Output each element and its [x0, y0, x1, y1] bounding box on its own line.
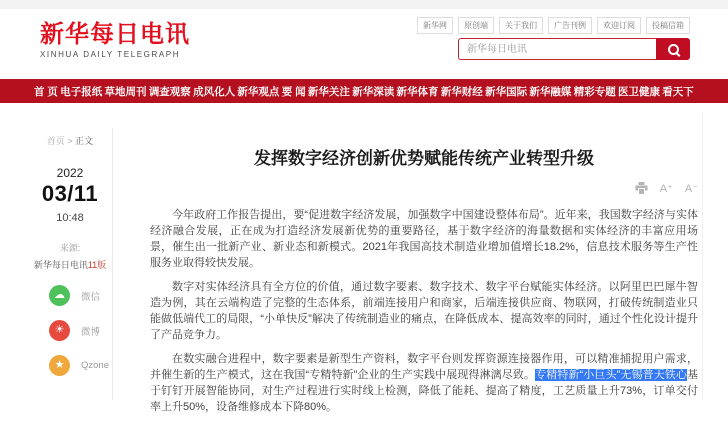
weibo-icon: ☀ [49, 320, 70, 341]
content-right-edge [702, 112, 703, 400]
source-label: 来源: [59, 243, 81, 253]
font-decrease-button[interactable]: A⁻ [684, 182, 698, 195]
magnifier-icon [668, 44, 679, 55]
share-label: 微信 [81, 291, 101, 303]
article-paragraph-1: 今年政府工作报告提出，要“促进数字经济发展，加强数字中国建设整体布局”。近年来，我国数字经济与实体经济融合发展，正在成为打造经济发展新优势的重要路径，基于数字经济的海量数据和实体经济的丰富应用场景，催生出一批新产业、新业态和新模式。2021年我国高技术制造业增加值增长18.2%，信息技术服务等生产性服务业取得较快发展。 [150, 208, 698, 269]
site-logo[interactable] [40, 23, 190, 59]
nav-item[interactable]: 首 页 [34, 85, 58, 98]
source-value [28, 258, 112, 271]
nav-item[interactable]: 精彩专题 [573, 85, 616, 98]
header-utility-link[interactable]: 投稿信箱 [646, 17, 690, 34]
nav-item[interactable]: 医卫健康 [618, 85, 660, 98]
breadcrumb-current: 正文 [75, 136, 94, 146]
breadcrumb-separator: > [67, 136, 73, 146]
qzone-icon: ★ [49, 355, 70, 376]
article-paragraph-3 [150, 351, 698, 415]
breadcrumb-home[interactable]: 首页 [46, 136, 65, 146]
nav-item[interactable]: 电子报纸 [60, 85, 103, 98]
site-logo-subtitle: XINHUA DAILY TELEGRAPH [40, 50, 181, 59]
site-header [0, 9, 728, 79]
header-utility-links [417, 17, 690, 34]
share-label: Qzone [81, 360, 109, 371]
nav-item[interactable]: 新华关注 [307, 85, 350, 98]
header-utility-link[interactable]: 关于我们 [499, 17, 543, 34]
share-button[interactable] [28, 320, 112, 341]
paragraph3-before: 在数实融合进程中，数字要素是新型生产资料，数字平台则发挥资源连接器作用，可以精准捕捉用户需求，并催生新的生产模式，这在我国“专精特新”企业的生产实践中展现得淋漓尽致。 [150, 352, 698, 381]
article-title: 发挥数字经济创新优势赋能传统产业转型升级 [254, 149, 594, 169]
print-icon[interactable] [635, 182, 648, 197]
wechat-icon: ☁ [49, 285, 70, 306]
header-utility-link[interactable]: 新华网 [417, 17, 453, 34]
share-button[interactable] [28, 355, 112, 376]
page-top-margin [0, 0, 728, 9]
article-body [150, 207, 698, 415]
main-nav [0, 79, 728, 103]
source-edition: 11版 [87, 260, 107, 270]
header-utility-link[interactable]: 广告刊例 [548, 17, 592, 34]
font-increase-button[interactable]: A⁺ [659, 182, 673, 195]
paragraph3-after: 基于钉钉开展智能协同，对生产过程进行实时线上检测，降低了能耗、提高了精度，工艺质量上升73%，订单交付率上升50%，设备维修成本下降80%。 [150, 368, 699, 413]
share-label: 微博 [81, 326, 101, 338]
nav-item[interactable]: 草地周刊 [104, 85, 147, 98]
nav-item[interactable]: 看天下 [662, 85, 694, 98]
article-paragraph-2: 数字对实体经济具有全方位的价值，通过数字要素、数字技术、数字平台赋能实体经济。以阿里巴巴犀牛智造为例，其在云端构造了完整的生态体系，前端连接用户和商家，后端连接供应商、物联网，打破传统制造业只能做低端代工的局限，“小单快反”解决了传统制造业的痛点，在降低成本、提高效率的同时，通过个性化设计提升了产品竞争力。 [150, 280, 698, 341]
search-bar [458, 38, 690, 60]
nav-item[interactable]: 调查观察 [148, 85, 191, 98]
publish-date: 03/11 [41, 181, 99, 206]
publish-year: 2022 [56, 166, 84, 180]
nav-item[interactable]: 新华财经 [440, 85, 483, 98]
search-button[interactable] [656, 38, 690, 60]
source-name: 新华每日电讯 [33, 260, 88, 270]
paragraph3-selected-text[interactable]: 专精特新“小巨头”无锡普天铁心 [535, 368, 688, 381]
nav-item[interactable]: 新华体育 [396, 85, 439, 98]
article [150, 138, 698, 423]
article-tools [150, 182, 698, 197]
nav-item[interactable]: 新华深读 [352, 85, 395, 98]
nav-item[interactable]: 要 闻 [281, 85, 306, 98]
share-list [28, 285, 112, 376]
article-meta-sidebar [28, 134, 112, 376]
sidebar-divider [112, 128, 113, 400]
share-button[interactable] [28, 285, 112, 306]
nav-item[interactable]: 新华观点 [237, 85, 280, 98]
search-input[interactable] [458, 38, 656, 60]
site-logo-title: 新华每日电讯 [40, 21, 190, 48]
breadcrumb [28, 134, 112, 147]
publish-time: 10:48 [56, 212, 84, 224]
header-utility-link[interactable]: 欢迎订阅 [597, 17, 641, 34]
nav-item[interactable]: 成风化人 [193, 85, 236, 98]
header-utility-link[interactable]: 原创端 [458, 17, 494, 34]
nav-item[interactable]: 新华融媒 [529, 85, 572, 98]
nav-item[interactable]: 新华国际 [485, 85, 528, 98]
